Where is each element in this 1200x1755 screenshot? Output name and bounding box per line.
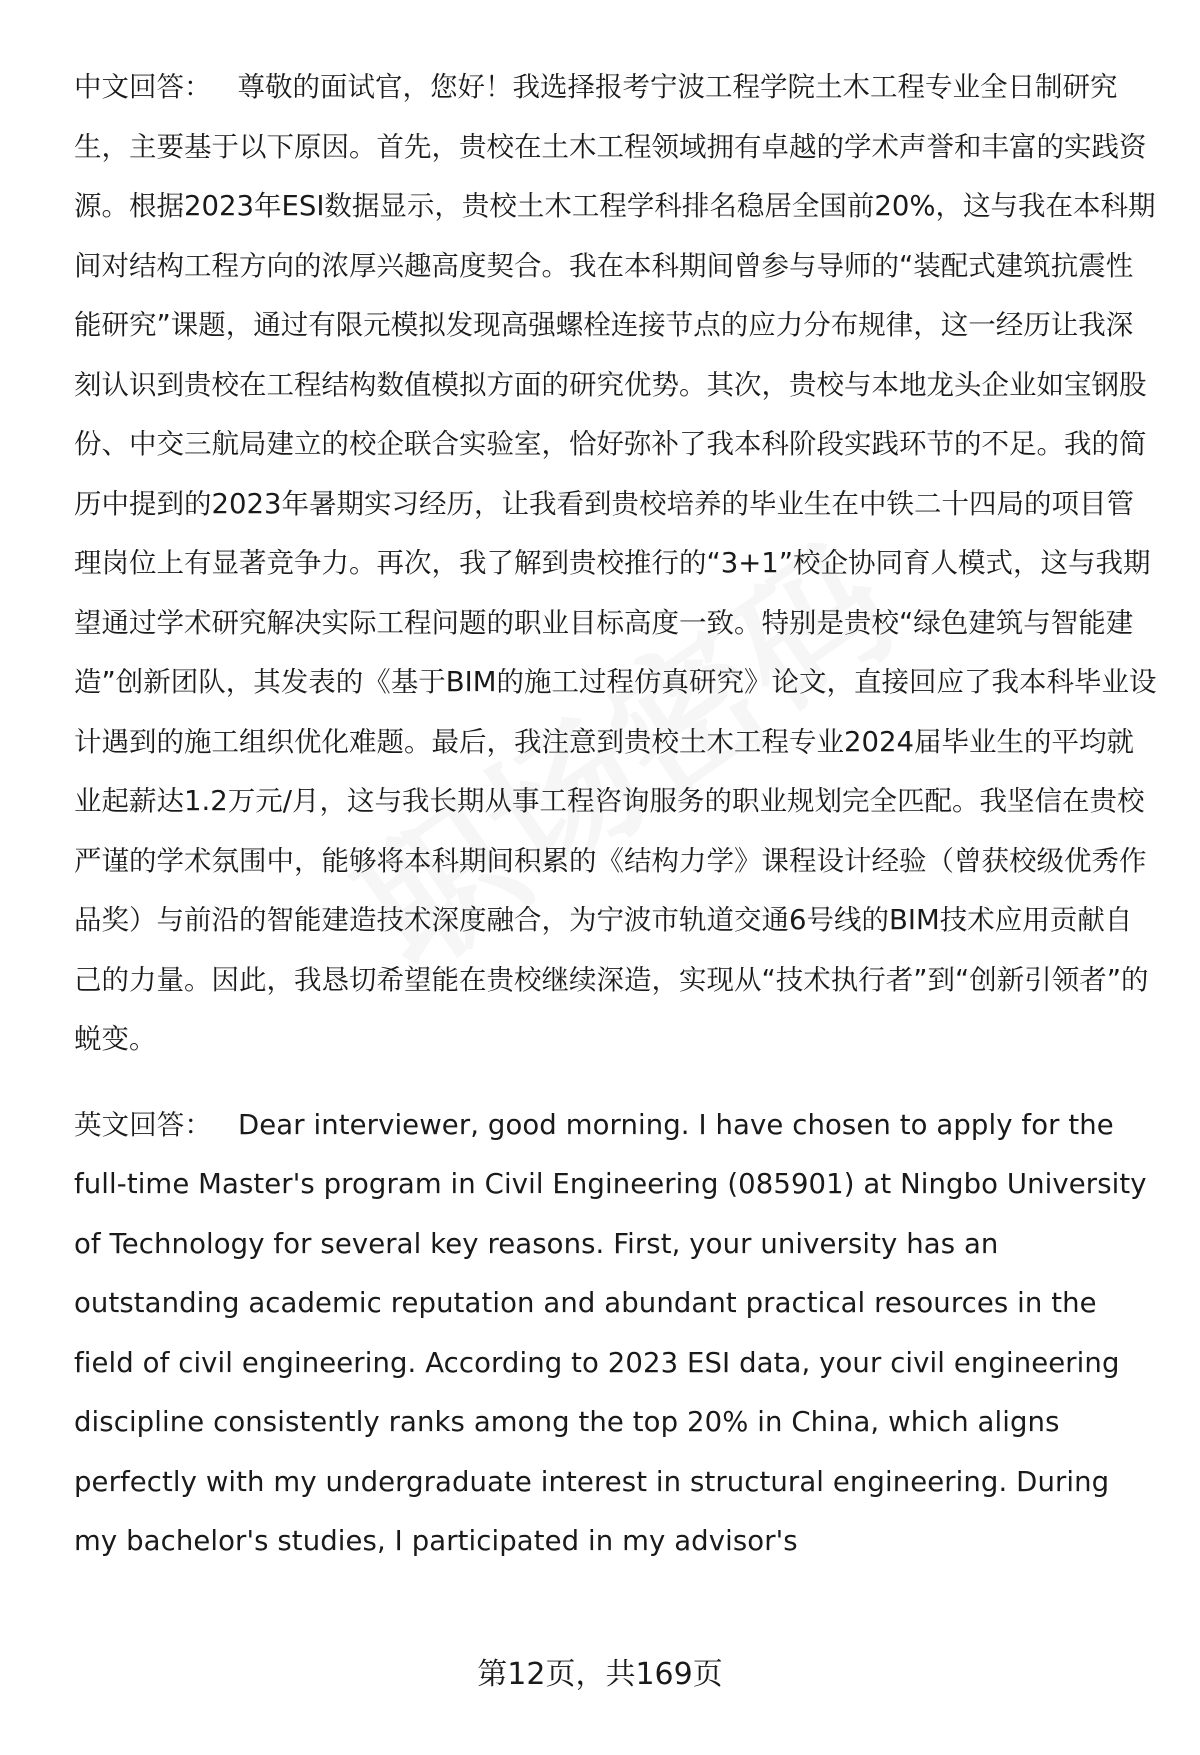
english-answer-text: Dear interviewer, good morning. I have chosen to apply for the full-time Master's program in Civil Engineering (085901) at Ningbo University of Technology for several key reasons. First, your university has an outstanding academic reputation and abundant practical resources in the field of civil engineering. According to 2023 ESI data, your civil engineering discipline consistently ranks among the top 20% in China, which aligns perfectly with my undergraduate interest in structural engineering. During my bachelor's studies, I participated in my advisor's <box>74 1108 1147 1557</box>
page-number-footer: 第12页，共169页 <box>477 1657 723 1692</box>
chinese-answer-paragraph <box>74 58 1159 1070</box>
english-answer-label: 英文回答： <box>74 1108 212 1141</box>
document-body <box>74 58 1159 1572</box>
english-answer-paragraph <box>74 1096 1159 1572</box>
chinese-answer-label: 中文回答： <box>74 71 212 103</box>
chinese-answer-text: 尊敬的面试官，您好！我选择报考宁波工程学院土木工程专业全日制研究生，主要基于以下原因。首先，贵校在土木工程领域拥有卓越的学术声誉和丰富的实践资源。根据2023年ESI数据显示，贵校土木工程学科排名稳居全国前20%，这与我在本科期间对结构工程方向的浓厚兴趣高度契合。我在本科期间曾参与导师的“装配式建筑抗震性能研究”课题，通过有限元模拟发现高强螺栓连接节点的应力分布规律，这一经历让我深刻认识到贵校在工程结构数值模拟方面的研究优势。其次，贵校与本地龙头企业如宝钢股份、中交三航局建立的校企联合实验室，恰好弥补了我本科阶段实践环节的不足。我的简历中提到的2023年暑期实习经历，让我看到贵校培养的毕业生在中铁二十四局的项目管理岗位上有显著竞争力。再次，我了解到贵校推行的“3+1”校企协同育人模式，这与我期望通过学术研究解决实际工程问题的职业目标高度一致。特别是贵校“绿色建筑与智能建造”创新团队，其发表的《基于BIM的施工过程仿真研究》论文，直接回应了我本科毕业设计遇到的施工组织优化难题。最后，我注意到贵校土木工程专业2024届毕业生的平均就业起薪达1.2万元/月，这与我长期从事工程咨询服务的职业规划完全匹配。我坚信在贵校严谨的学术氛围中，能够将本科期间积累的《结构力学》课程设计经验（曾获校级优秀作品奖）与前沿的智能建造技术深度融合，为宁波市轨道交通6号线的BIM技术应用贡献自己的力量。因此，我恳切希望能在贵校继续深造，实现从“技术执行者”到“创新引领者”的蜕变。 <box>74 71 1157 1055</box>
